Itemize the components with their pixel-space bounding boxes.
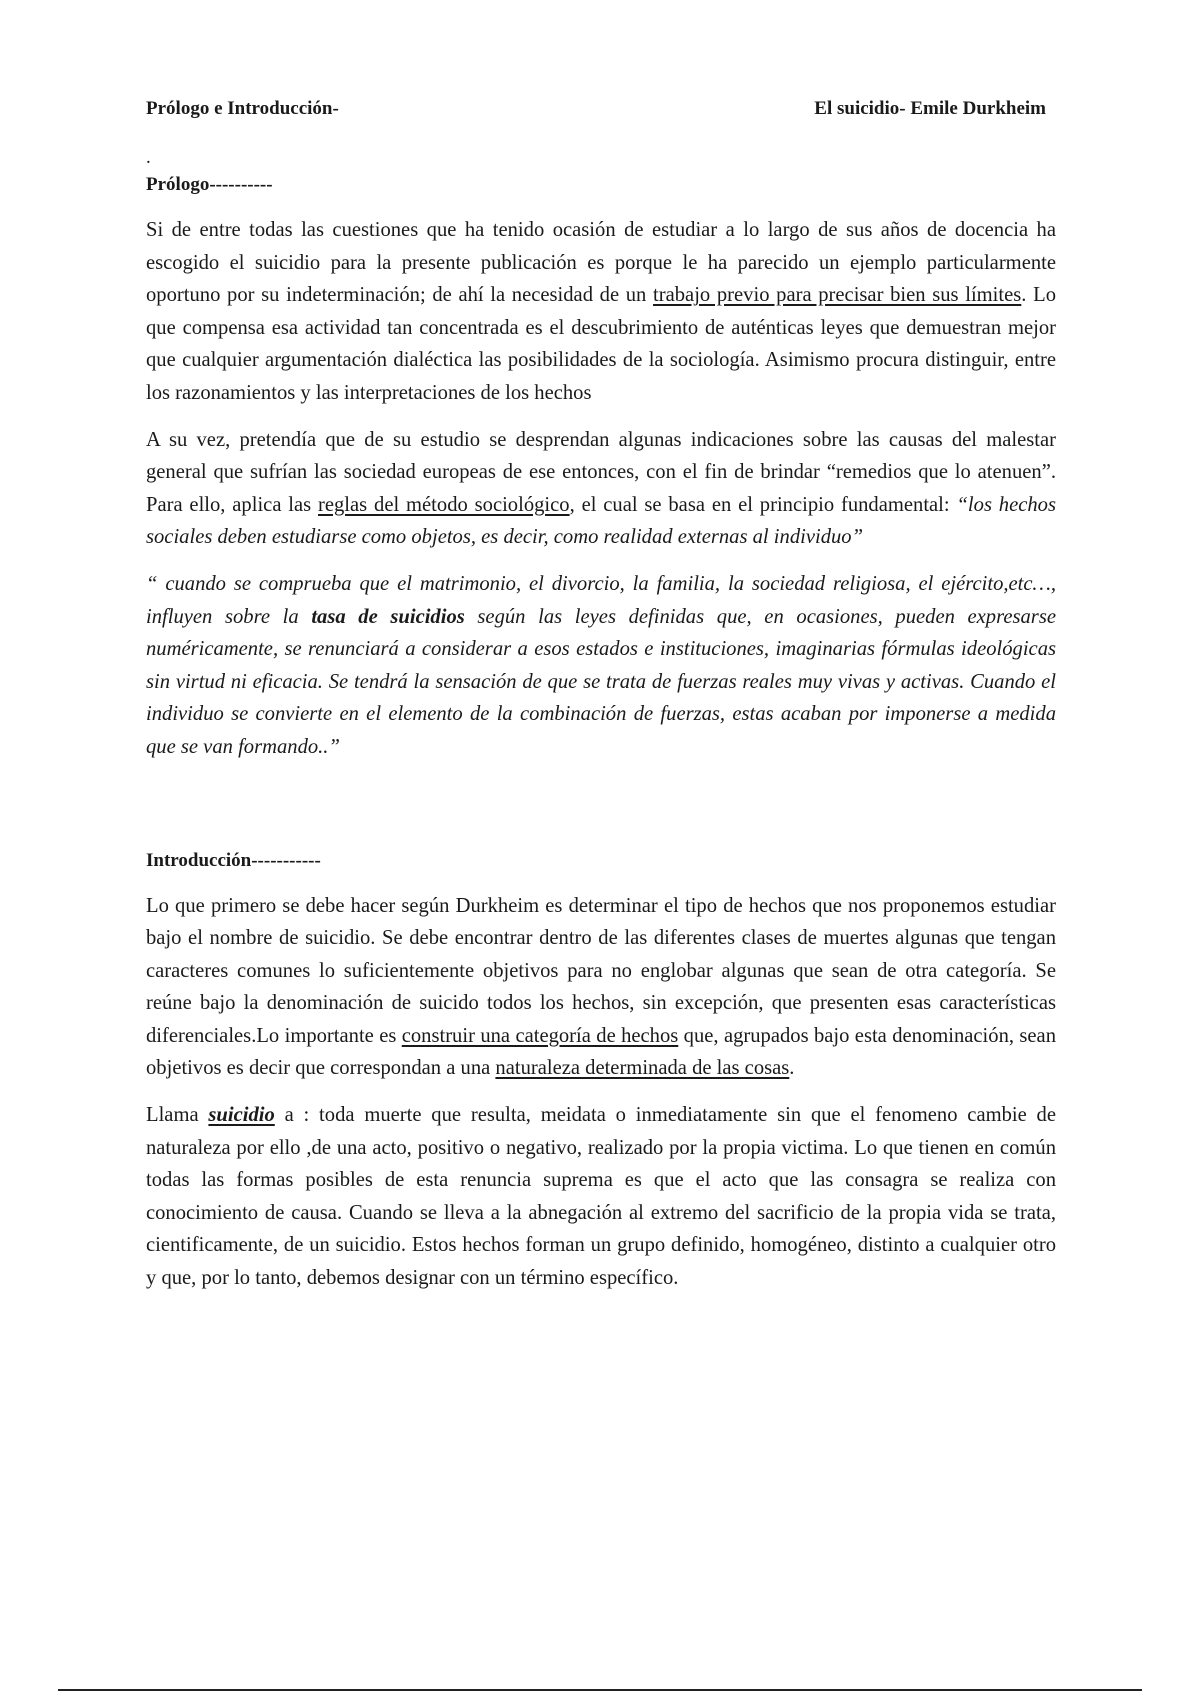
section-title-introduccion: Introducción----------- <box>146 849 321 871</box>
text-run: Si de entre todas las cuestiones que ha tenido ocasión de estudiar a lo largo de sus años de docencia ha escogido el suicidio para la presente publicación es porque le ha parecido un ejemplo particularmente oportuno por su indeterminación; de ahí la necesidad de un <box>146 219 1056 307</box>
prologo-paragraph-2 <box>146 424 1056 554</box>
underlined-phrase: construir una categoría de hechos <box>401 1024 679 1047</box>
text-run: a : toda muerte que resulta, meidata o inmediatamente sin que el fenomeno cambie de naturaleza por ello ,de una acto, positivo o negativo, realizado por la propia victima. Lo que tienen en común todas las formas posibles de esta renuncia suprema es que el acto que las consagra se realiza con conocimiento de causa. Cuando se lleva a la abnegación al extremo del sacrificio de la propia vida se trata, cientificamente, de un suicidio. Estos hechos forman un grupo definido, homogéneo, distinto a cualquier otro y que, por lo tanto, debemos designar con un término específico. <box>146 1104 1056 1290</box>
text-run: Llama <box>146 1104 209 1127</box>
page-header <box>146 96 1056 122</box>
text-run: A su vez, pretendía que de su estudio se desprendan algunas indicaciones sobre las causas del malestar general que sufrían las sociedad europeas de ese entonces, con el fin de brindar “remedios que lo atenuen”. Para ello, aplica las <box>146 428 1056 516</box>
section-title-prologo: Prólogo---------- <box>146 174 273 195</box>
bold-phrase: tasa de suicidios <box>311 605 465 628</box>
section-gap <box>146 778 1056 848</box>
text-run: . Lo que compensa esa actividad tan concentrada es el descubrimiento de auténticas leyes que demuestran mejor que cualquier argumentación dialéctica las posibilidades de la sociología. Asimismo procura distinguir, entre los razonamientos y las interpretaciones de los hechos <box>146 284 1056 404</box>
header-right: El suicidio- Emile Durkheim <box>814 98 1046 119</box>
text-run: según las leyes definidas que, en ocasiones, pueden expresarse numéricamente, se renunciará a considerar a esos estados e instituciones, imaginarias fórmulas ideológicas sin virtud ni eficacia. Se tendrá la sensación de que se trata de fuerzas reales muy vivas y activas. Cuando el individuo se convierte en el elemento de la combinación de fuerzas, estas acaban por imponerse a medida que se van formando..” <box>146 605 1056 758</box>
underlined-phrase: trabajo previo para precisar bien sus límites <box>653 284 1022 307</box>
text-run: Lo que primero se debe hacer según Durkheim es determinar el tipo de hechos que nos proponemos estudiar bajo el nombre de suicidio. Se debe encontrar dentro de las diferentes clases de muertes algunas que tengan caracteres comunes lo suficientemente objetivos para no englobar algunas que sean de otra categoría. Se reúne bajo la denominación de suicido todos los hechos, sin excepción, que presenten esas características diferenciales.Lo importante es <box>146 894 1056 1047</box>
italic-quote: “los hechos sociales deben estudiarse como objetos, es decir, como realidad externas al individuo” <box>146 493 1056 549</box>
prologo-quote-paragraph <box>146 568 1056 764</box>
introduccion-paragraph-2 <box>146 1099 1056 1295</box>
text-run: que, agrupados bajo esta denominación, sean objetivos es decir que correspondan a una <box>146 1024 1056 1080</box>
prologo-paragraph-1 <box>146 214 1056 410</box>
text-run: , el cual se basa en el principio fundamental: <box>569 493 957 516</box>
stray-dot: . <box>146 147 151 168</box>
defined-term: suicidio <box>208 1104 275 1127</box>
text-run: . <box>789 1057 795 1080</box>
header-left: Prólogo e Introducción- <box>146 98 339 119</box>
text-run: “ cuando se comprueba que el matrimonio, el divorcio, la familia, la sociedad religiosa, el ejército,etc…, influyen sobre la <box>146 572 1056 628</box>
footer-rule <box>58 1689 1142 1691</box>
underlined-phrase: reglas del método sociológico <box>318 493 570 516</box>
underlined-phrase: naturaleza determinada de las cosas <box>495 1057 790 1080</box>
document-page <box>146 96 1056 1309</box>
introduccion-paragraph-1 <box>146 890 1056 1086</box>
